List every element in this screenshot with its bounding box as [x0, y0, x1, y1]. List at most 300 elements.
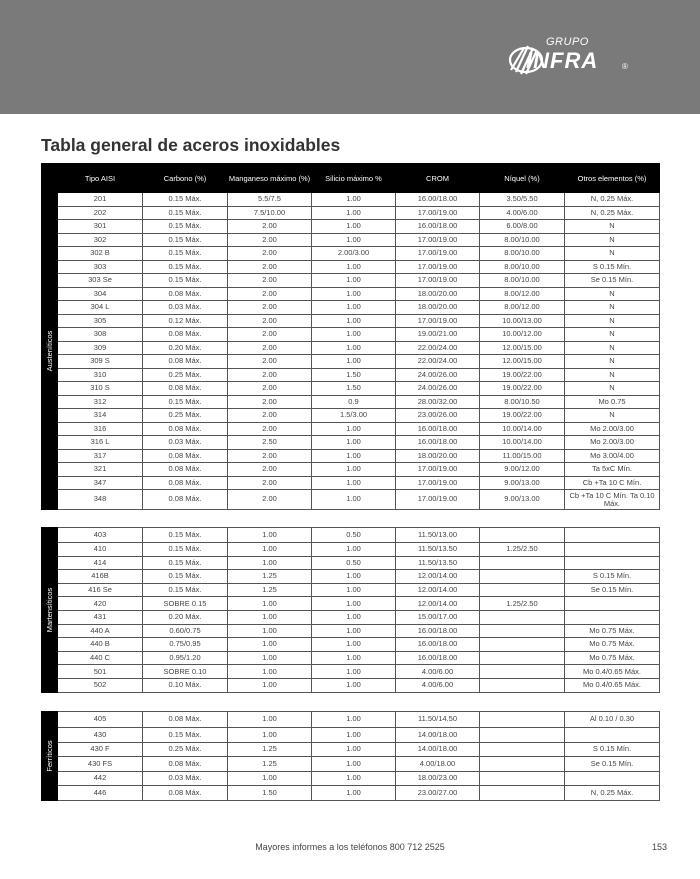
table-cell: 1.00 — [228, 771, 312, 786]
table-cell: 1.50 — [312, 368, 396, 382]
page-number: 153 — [651, 842, 667, 852]
table-cell: 16.00/18.00 — [396, 624, 480, 638]
table-row — [42, 624, 660, 638]
table-cell: 17.00/19.00 — [396, 476, 480, 490]
table-cell: 2.00/3.00 — [312, 247, 396, 261]
table-cell: Ta 5xC Mín. — [565, 463, 660, 477]
table-row — [42, 665, 660, 679]
table-cell: 0.08 Máx. — [143, 328, 228, 342]
table-cell — [565, 528, 660, 543]
table-cell: Mo 0.4/0.65 Máx. — [565, 665, 660, 679]
table-cell: 1.00 — [312, 728, 396, 743]
table-cell: 0.15 Máx. — [143, 193, 228, 207]
column-header: Otros elementos (%) — [565, 164, 660, 193]
table-cell: 1.00 — [312, 463, 396, 477]
column-header: Silicio máximo % — [312, 164, 396, 193]
table-cell: 1.00 — [312, 287, 396, 301]
table-cell: 10.00/14.00 — [480, 436, 565, 450]
table-cell: 0.08 Máx. — [143, 490, 228, 510]
table-cell: 12.00/14.00 — [396, 583, 480, 597]
table-cell: 304 — [58, 287, 143, 301]
table-cell: 1.00 — [312, 771, 396, 786]
table-body — [42, 712, 660, 801]
table-row — [42, 786, 660, 801]
table-cell: 17.00/19.00 — [396, 463, 480, 477]
table-cell: 1.00 — [228, 543, 312, 557]
table-cell — [480, 742, 565, 757]
table-cell: 17.00/19.00 — [396, 260, 480, 274]
table-cell: 2.00 — [228, 476, 312, 490]
table-cell: 1.00 — [312, 274, 396, 288]
table-cell: 17.00/19.00 — [396, 274, 480, 288]
table-cell: 23.00/27.00 — [396, 786, 480, 801]
table-cell: 1.25 — [228, 570, 312, 584]
table-cell: N, 0.25 Máx. — [565, 786, 660, 801]
table-cell: 2.00 — [228, 220, 312, 234]
table-row — [42, 742, 660, 757]
table-cell: 0.08 Máx. — [143, 287, 228, 301]
table-cell: 2.00 — [228, 463, 312, 477]
table-cell: 1.00 — [312, 490, 396, 510]
table-cell: 0.50 — [312, 528, 396, 543]
table-cell: 1.00 — [312, 206, 396, 220]
group-label: Martensíticos — [44, 587, 54, 633]
table-cell: 0.03 Máx. — [143, 771, 228, 786]
table-cell: 1.00 — [312, 665, 396, 679]
table-cell: 0.08 Máx. — [143, 355, 228, 369]
table-cell: 0.08 Máx. — [143, 476, 228, 490]
table-cell: 303 Se — [58, 274, 143, 288]
group-label-cell — [42, 193, 58, 510]
table-row — [42, 436, 660, 450]
table-cell: 19.00/21.00 — [396, 328, 480, 342]
table-cell: 18.00/20.00 — [396, 287, 480, 301]
table-cell: 1.00 — [228, 556, 312, 570]
table-cell: 1.00 — [228, 665, 312, 679]
table-cell: Cb +Ta 10 C Mín. — [565, 476, 660, 490]
brand-group-label: GRUPO — [546, 36, 589, 48]
table-austeniticos — [41, 163, 660, 510]
table-cell: 8.00/10.00 — [480, 247, 565, 261]
table-cell: 8.00/12.00 — [480, 301, 565, 315]
table-cell: 17.00/19.00 — [396, 314, 480, 328]
table-cell — [480, 786, 565, 801]
table-cell: 0.15 Máx. — [143, 528, 228, 543]
table-cell: 414 — [58, 556, 143, 570]
table-cell: 420 — [58, 597, 143, 611]
table-cell: 348 — [58, 490, 143, 510]
table-cell: 14.00/18.00 — [396, 728, 480, 743]
table-cell: 0.08 Máx. — [143, 463, 228, 477]
table-cell: 302 — [58, 233, 143, 247]
table-cell: 1.00 — [312, 543, 396, 557]
table-cell: 9.00/13.00 — [480, 476, 565, 490]
table-cell: 17.00/19.00 — [396, 233, 480, 247]
table-row — [42, 757, 660, 772]
table-cell: 11.50/13.50 — [396, 543, 480, 557]
table-cell: 0.15 Máx. — [143, 728, 228, 743]
table-cell: 24.00/26.00 — [396, 368, 480, 382]
group-label-cell — [42, 528, 58, 693]
table-cell: 2.00 — [228, 368, 312, 382]
table-cell: 6.00/8.00 — [480, 220, 565, 234]
table-cell: 502 — [58, 678, 143, 692]
table-row — [42, 368, 660, 382]
table-row — [42, 610, 660, 624]
table-header-row — [42, 164, 660, 193]
table-cell: 1.00 — [312, 436, 396, 450]
table-cell: 440 B — [58, 638, 143, 652]
table-cell: 0.15 Máx. — [143, 570, 228, 584]
table-cell: 1.00 — [228, 638, 312, 652]
table-row — [42, 395, 660, 409]
table-cell: 9.00/13.00 — [480, 490, 565, 510]
table-cell — [480, 638, 565, 652]
group-label-cell — [42, 712, 58, 801]
table-cell: 430 F — [58, 742, 143, 757]
table-cell: 0.03 Máx. — [143, 436, 228, 450]
table-cell: N — [565, 247, 660, 261]
table-cell: 0.95/1.20 — [143, 651, 228, 665]
table-cell: 304 L — [58, 301, 143, 315]
table-cell: 11.50/14.50 — [396, 712, 480, 728]
table-row — [42, 260, 660, 274]
table-row — [42, 301, 660, 315]
table-cell: 1.00 — [228, 624, 312, 638]
table-cell: 2.00 — [228, 395, 312, 409]
table-cell: 1.00 — [312, 570, 396, 584]
table-cell: 16.00/18.00 — [396, 193, 480, 207]
table-cell — [480, 728, 565, 743]
table-row — [42, 651, 660, 665]
table-cell: 317 — [58, 449, 143, 463]
table-cell: 302 B — [58, 247, 143, 261]
table-cell: 23.00/26.00 — [396, 409, 480, 423]
table-cell: 1.00 — [312, 476, 396, 490]
table-cell: 16.00/18.00 — [396, 638, 480, 652]
table-cell: 15.00/17.00 — [396, 610, 480, 624]
table-cell: 18.00/23.00 — [396, 771, 480, 786]
table-cell: 312 — [58, 395, 143, 409]
table-row — [42, 528, 660, 543]
column-header: Tipo AISI — [58, 164, 143, 193]
table-cell: 4.00/18.00 — [396, 757, 480, 772]
table-row — [42, 543, 660, 557]
table-row — [42, 463, 660, 477]
table-cell: 1.00 — [312, 597, 396, 611]
table-row — [42, 328, 660, 342]
table-cell: 2.00 — [228, 260, 312, 274]
table-cell — [565, 543, 660, 557]
table-cell: 0.15 Máx. — [143, 543, 228, 557]
table-cell: 321 — [58, 463, 143, 477]
table-cell: Al 0.10 / 0.30 — [565, 712, 660, 728]
brand-name: INFRA — [526, 48, 599, 73]
table-cell: 501 — [58, 665, 143, 679]
table-cell: 1.00 — [312, 757, 396, 772]
table-cell: 12.00/15.00 — [480, 355, 565, 369]
table-cell: 1.00 — [228, 712, 312, 728]
table-cell — [480, 712, 565, 728]
table-cell: 403 — [58, 528, 143, 543]
table-cell: N — [565, 409, 660, 423]
table-cell: 309 S — [58, 355, 143, 369]
table-cell: Mo 0.75 — [565, 395, 660, 409]
table-cell: 28.00/32.00 — [396, 395, 480, 409]
table-cell: Mo 0.75 Máx. — [565, 651, 660, 665]
table-cell — [480, 610, 565, 624]
table-cell: 2.00 — [228, 301, 312, 315]
table-cell: N — [565, 220, 660, 234]
table-row — [42, 247, 660, 261]
table-cell: 0.03 Máx. — [143, 301, 228, 315]
table-cell: 19.00/22.00 — [480, 382, 565, 396]
table-row — [42, 678, 660, 692]
table-cell: 0.25 Máx. — [143, 409, 228, 423]
table-cell: 4.00/6.00 — [480, 206, 565, 220]
table-cell: 0.20 Máx. — [143, 610, 228, 624]
table-cell: 305 — [58, 314, 143, 328]
table-row — [42, 220, 660, 234]
table-cell: 1.00 — [312, 786, 396, 801]
table-cell: Cb +Ta 10 C Mín. Ta 0.10 Máx. — [565, 490, 660, 510]
table-cell: Mo 2.00/3.00 — [565, 422, 660, 436]
table-cell: 1.00 — [312, 233, 396, 247]
table-cell: 2.50 — [228, 436, 312, 450]
table-cell — [480, 570, 565, 584]
table-cell: 0.60/0.75 — [143, 624, 228, 638]
table-martensiticos — [41, 527, 660, 693]
table-cell: 1.00 — [312, 341, 396, 355]
table-cell — [565, 610, 660, 624]
table-cell: 416B — [58, 570, 143, 584]
table-cell: 1.00 — [312, 314, 396, 328]
table-cell: N — [565, 328, 660, 342]
table-cell: 8.00/10.00 — [480, 260, 565, 274]
table-body — [42, 193, 660, 510]
table-cell: 18.00/20.00 — [396, 301, 480, 315]
table-cell: S 0.15 Mín. — [565, 570, 660, 584]
table-cell: 0.15 Máx. — [143, 206, 228, 220]
table-cell: 17.00/19.00 — [396, 206, 480, 220]
table-cell: 10.00/12.00 — [480, 328, 565, 342]
table-cell: 2.00 — [228, 490, 312, 510]
column-header: CROM — [396, 164, 480, 193]
table-row — [42, 233, 660, 247]
column-header: Carbono (%) — [143, 164, 228, 193]
table-cell: 1.00 — [312, 712, 396, 728]
table-cell: N — [565, 355, 660, 369]
table-row — [42, 355, 660, 369]
table-cell: 8.00/10.00 — [480, 274, 565, 288]
table-cell: 0.10 Máx. — [143, 678, 228, 692]
table-cell: 310 — [58, 368, 143, 382]
table-cell: 309 — [58, 341, 143, 355]
table-cell: 0.75/0.95 — [143, 638, 228, 652]
table-cell: 310 S — [58, 382, 143, 396]
table-cell: Se 0.15 Mín. — [565, 583, 660, 597]
table-cell: 1.00 — [312, 260, 396, 274]
table-cell: 2.00 — [228, 233, 312, 247]
table-row — [42, 476, 660, 490]
table-cell: 0.15 Máx. — [143, 233, 228, 247]
table-cell: 1.00 — [228, 610, 312, 624]
table-row — [42, 583, 660, 597]
table-cell: 1.00 — [312, 610, 396, 624]
table-cell: 0.15 Máx. — [143, 220, 228, 234]
table-cell: 316 — [58, 422, 143, 436]
table-cell — [480, 583, 565, 597]
table-cell: 0.08 Máx. — [143, 422, 228, 436]
table-cell: 11.00/15.00 — [480, 449, 565, 463]
table-cell — [480, 528, 565, 543]
table-cell: 17.00/19.00 — [396, 490, 480, 510]
table-cell: S 0.15 Mín. — [565, 742, 660, 757]
table-row — [42, 638, 660, 652]
table-cell: 1.00 — [228, 528, 312, 543]
table-cell: 0.08 Máx. — [143, 712, 228, 728]
group-label: Ferríticos — [44, 740, 54, 772]
table-cell: 0.25 Máx. — [143, 368, 228, 382]
table-cell: 446 — [58, 786, 143, 801]
table-cell: 1.00 — [228, 728, 312, 743]
table-cell: 0.15 Máx. — [143, 556, 228, 570]
table-cell: 24.00/26.00 — [396, 382, 480, 396]
table-cell: 303 — [58, 260, 143, 274]
table-row — [42, 712, 660, 728]
table-cell: 442 — [58, 771, 143, 786]
brand-registered-mark: ® — [622, 62, 628, 71]
table-cell: N — [565, 314, 660, 328]
column-header: Manganeso máximo (%) — [228, 164, 312, 193]
table-cell — [480, 624, 565, 638]
table-cell: 8.00/10.00 — [480, 233, 565, 247]
table-cell: 12.00/14.00 — [396, 597, 480, 611]
table-cell: 308 — [58, 328, 143, 342]
footer-contact: Mayores informes a los teléfonos 800 712 2525 — [255, 842, 445, 852]
table-cell: 1.00 — [312, 193, 396, 207]
group-header-spacer — [42, 164, 58, 193]
table-cell: 22.00/24.00 — [396, 341, 480, 355]
table-cell: 16.00/18.00 — [396, 651, 480, 665]
table-cell: 314 — [58, 409, 143, 423]
table-row — [42, 314, 660, 328]
column-header: Níquel (%) — [480, 164, 565, 193]
table-cell: N — [565, 287, 660, 301]
table-cell: 1.25/2.50 — [480, 543, 565, 557]
table-cell: 1.00 — [312, 651, 396, 665]
infra-logo — [506, 36, 656, 80]
table-cell: 430 FS — [58, 757, 143, 772]
group-label: Austeníticos — [44, 330, 54, 372]
table-cell — [480, 665, 565, 679]
table-row — [42, 728, 660, 743]
table-cell: 2.00 — [228, 382, 312, 396]
table-cell: 0.50 — [312, 556, 396, 570]
table-cell: N, 0.25 Máx. — [565, 193, 660, 207]
table-cell: 7.5/10.00 — [228, 206, 312, 220]
table-cell: 2.00 — [228, 422, 312, 436]
table-cell: Mo 3.00/4.00 — [565, 449, 660, 463]
table-cell: 11.50/13.00 — [396, 528, 480, 543]
table-cell — [565, 556, 660, 570]
table-cell: 1.00 — [228, 678, 312, 692]
table-cell: 431 — [58, 610, 143, 624]
table-cell: 2.00 — [228, 328, 312, 342]
table-row — [42, 597, 660, 611]
table-cell: 0.08 Máx. — [143, 757, 228, 772]
table-cell: 0.15 Máx. — [143, 583, 228, 597]
table-row — [42, 341, 660, 355]
table-cell: 9.00/12.00 — [480, 463, 565, 477]
table-cell: 0.9 — [312, 395, 396, 409]
table-row — [42, 771, 660, 786]
table-cell: 2.00 — [228, 449, 312, 463]
table-cell — [480, 757, 565, 772]
table-row — [42, 490, 660, 510]
table-cell: 405 — [58, 712, 143, 728]
page-title: Tabla general de aceros inoxidables — [41, 135, 341, 155]
table-cell: 2.00 — [228, 247, 312, 261]
table-row — [42, 274, 660, 288]
table-cell: N — [565, 341, 660, 355]
table-cell: 440 C — [58, 651, 143, 665]
table-cell: 1.00 — [312, 583, 396, 597]
table-cell — [480, 771, 565, 786]
table-cell: 410 — [58, 543, 143, 557]
table-ferriticos — [41, 711, 660, 801]
table-cell: 10.00/13.00 — [480, 314, 565, 328]
table-cell: 2.00 — [228, 341, 312, 355]
table-cell: 1.00 — [228, 651, 312, 665]
table-cell: Se 0.15 Mín. — [565, 757, 660, 772]
table-cell: 1.50 — [312, 382, 396, 396]
table-cell: N, 0.25 Máx. — [565, 206, 660, 220]
table-row — [42, 287, 660, 301]
table-cell: 1.00 — [312, 220, 396, 234]
table-cell: 1.5/3.00 — [312, 409, 396, 423]
table-cell: N — [565, 368, 660, 382]
table-cell: N — [565, 301, 660, 315]
table-cell: 17.00/19.00 — [396, 247, 480, 261]
table-cell: 1.25 — [228, 583, 312, 597]
table-cell: 440 A — [58, 624, 143, 638]
table-cell — [480, 556, 565, 570]
table-cell: 1.25 — [228, 757, 312, 772]
table-cell: SOBRE 0.10 — [143, 665, 228, 679]
header-banner — [0, 0, 700, 114]
table-cell: 16.00/18.00 — [396, 422, 480, 436]
table-cell: 2.00 — [228, 287, 312, 301]
table-cell — [480, 678, 565, 692]
table-cell: 0.15 Máx. — [143, 395, 228, 409]
table-cell: 14.00/18.00 — [396, 742, 480, 757]
table-row — [42, 206, 660, 220]
table-cell: 1.25/2.50 — [480, 597, 565, 611]
table-cell: 1.00 — [312, 624, 396, 638]
table-cell: 12.00/14.00 — [396, 570, 480, 584]
table-cell: 0.15 Máx. — [143, 260, 228, 274]
table-cell: 2.00 — [228, 274, 312, 288]
table-cell: 0.12 Máx. — [143, 314, 228, 328]
table-cell: 5.5/7.5 — [228, 193, 312, 207]
table-cell: 1.50 — [228, 786, 312, 801]
table-cell: N — [565, 382, 660, 396]
table-row — [42, 422, 660, 436]
table-cell: 1.00 — [312, 328, 396, 342]
table-cell: 1.00 — [312, 742, 396, 757]
table-cell: 19.00/22.00 — [480, 368, 565, 382]
